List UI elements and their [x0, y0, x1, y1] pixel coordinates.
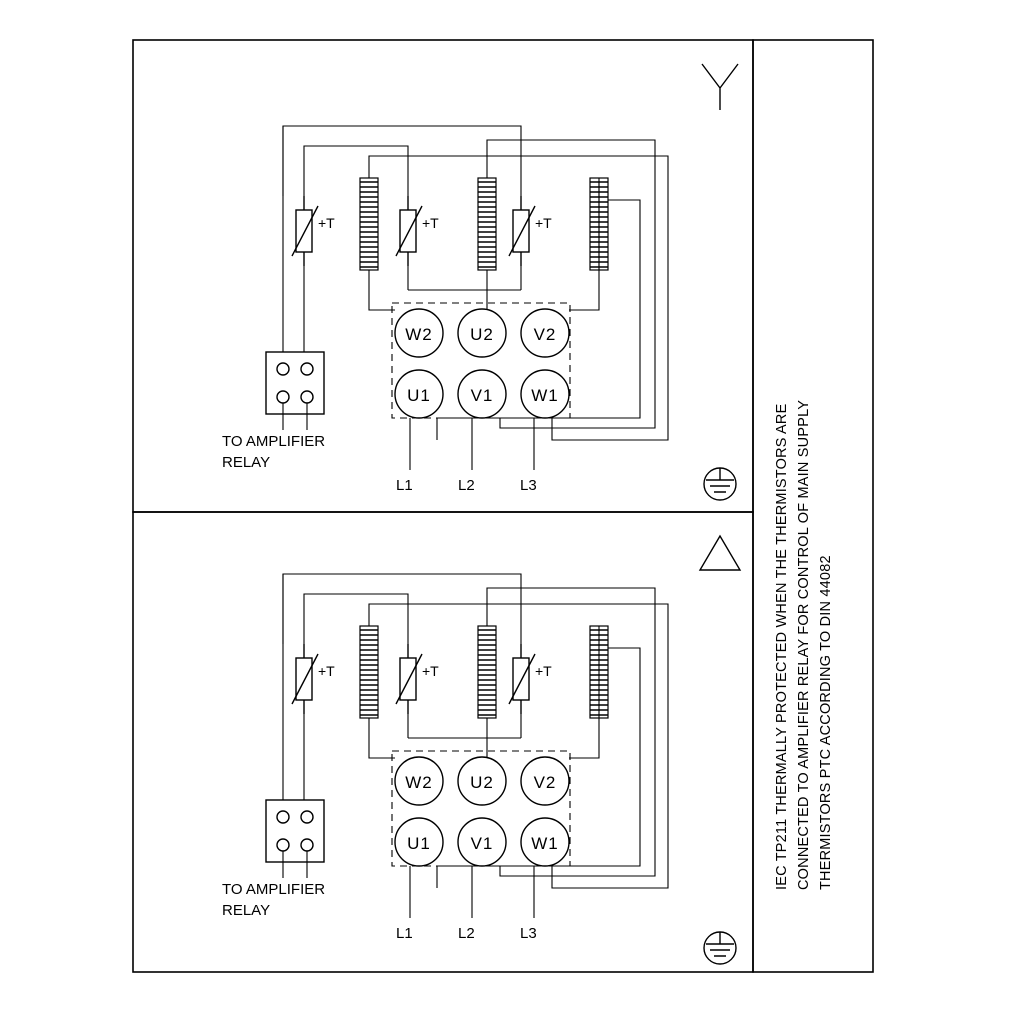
terminal-w2-label-2: W2	[405, 773, 433, 792]
amplifier-terminal-block-2	[266, 800, 324, 878]
amplifier-label-line2-2: RELAY	[222, 902, 271, 919]
winding-coil-1	[360, 178, 378, 270]
terminal-u2	[458, 309, 506, 357]
supply-line-l1-label-2: L1	[396, 925, 413, 942]
terminal-v2	[521, 309, 569, 357]
side-note-line2: CONNECTED TO AMPLIFIER RELAY FOR CONTROL OF MAIN SUPPLY	[796, 399, 812, 890]
amplifier-label-line1: TO AMPLIFIER	[222, 433, 326, 450]
supply-line-l1-label: L1	[396, 477, 413, 494]
terminal-u1-label: U1	[407, 386, 431, 405]
coil4-wire-bottom	[369, 718, 395, 758]
thermistor-bottom-stubs	[408, 266, 521, 290]
terminal-w2-2	[395, 757, 443, 805]
side-note-line3: THERMISTORS PTC ACCORDING TO DIN 44082	[818, 555, 834, 890]
terminal-u2-label-2: U2	[470, 773, 494, 792]
amplifier-terminal-block	[266, 352, 324, 430]
thermistor-5-label: +T	[422, 663, 439, 679]
supply-line-l2-label: L2	[458, 477, 475, 494]
side-note-frame	[753, 40, 873, 972]
winding-coil-2	[478, 178, 496, 270]
amplifier-label-line1-2: TO AMPLIFIER	[222, 881, 326, 898]
thermistor-bottom-stubs-2	[408, 714, 521, 738]
thermistor-link-wire-c	[304, 594, 408, 644]
supply-line-l3-label-2: L3	[520, 925, 537, 942]
terminal-u1	[395, 370, 443, 418]
terminal-u1-2	[395, 818, 443, 866]
side-note-line1: IEC TP211 THERMALLY PROTECTED WHEN THE THERMISTORS ARE	[774, 403, 790, 890]
winding-coil-5	[478, 626, 496, 718]
terminal-w1-label: W1	[531, 386, 559, 405]
terminal-u1-label-2: U1	[407, 834, 431, 853]
winding-coil-4	[360, 626, 378, 718]
terminal-v2-label-2: V2	[533, 773, 557, 792]
earth-ground-icon-2	[704, 932, 736, 964]
terminal-v2-label: V2	[533, 325, 557, 344]
thermistor-3	[509, 196, 552, 266]
supply-line-l3-label: L3	[520, 477, 537, 494]
terminal-u2-2	[458, 757, 506, 805]
terminal-v1-label-2: V1	[470, 834, 494, 853]
panel-delta	[222, 536, 740, 964]
terminal-w2	[395, 309, 443, 357]
thermistor-1	[292, 196, 335, 266]
coil2-wire-top	[487, 140, 655, 428]
thermistor-2-label: +T	[422, 215, 439, 231]
thermistor-2	[396, 196, 439, 266]
terminal-u2-label: U2	[470, 325, 494, 344]
coil1-wire-bottom	[369, 270, 395, 310]
terminal-w1-2	[521, 818, 569, 866]
terminal-w1	[521, 370, 569, 418]
terminal-w2-label: W2	[405, 325, 433, 344]
delta-symbol	[700, 536, 740, 570]
panel-star	[222, 64, 738, 500]
terminal-v1-label: V1	[470, 386, 494, 405]
supply-line-l2-label-2: L2	[458, 925, 475, 942]
wye-symbol	[702, 64, 738, 110]
side-note	[774, 400, 834, 890]
terminal-w1-label-2: W1	[531, 834, 559, 853]
thermistor-4	[292, 644, 335, 714]
terminal-v2-2	[521, 757, 569, 805]
thermistor-4-label: +T	[318, 663, 335, 679]
terminal-v1	[458, 370, 506, 418]
thermistor-link-wire-a	[304, 146, 408, 196]
earth-ground-icon	[704, 468, 736, 500]
thermistor-1-label: +T	[318, 215, 335, 231]
thermistor-6-label: +T	[535, 663, 552, 679]
coil5-wire-top	[487, 588, 655, 876]
thermistor-6	[509, 644, 552, 714]
thermistor-5	[396, 644, 439, 714]
terminal-v1-2	[458, 818, 506, 866]
amplifier-label-line2: RELAY	[222, 454, 271, 471]
thermistor-3-label: +T	[535, 215, 552, 231]
